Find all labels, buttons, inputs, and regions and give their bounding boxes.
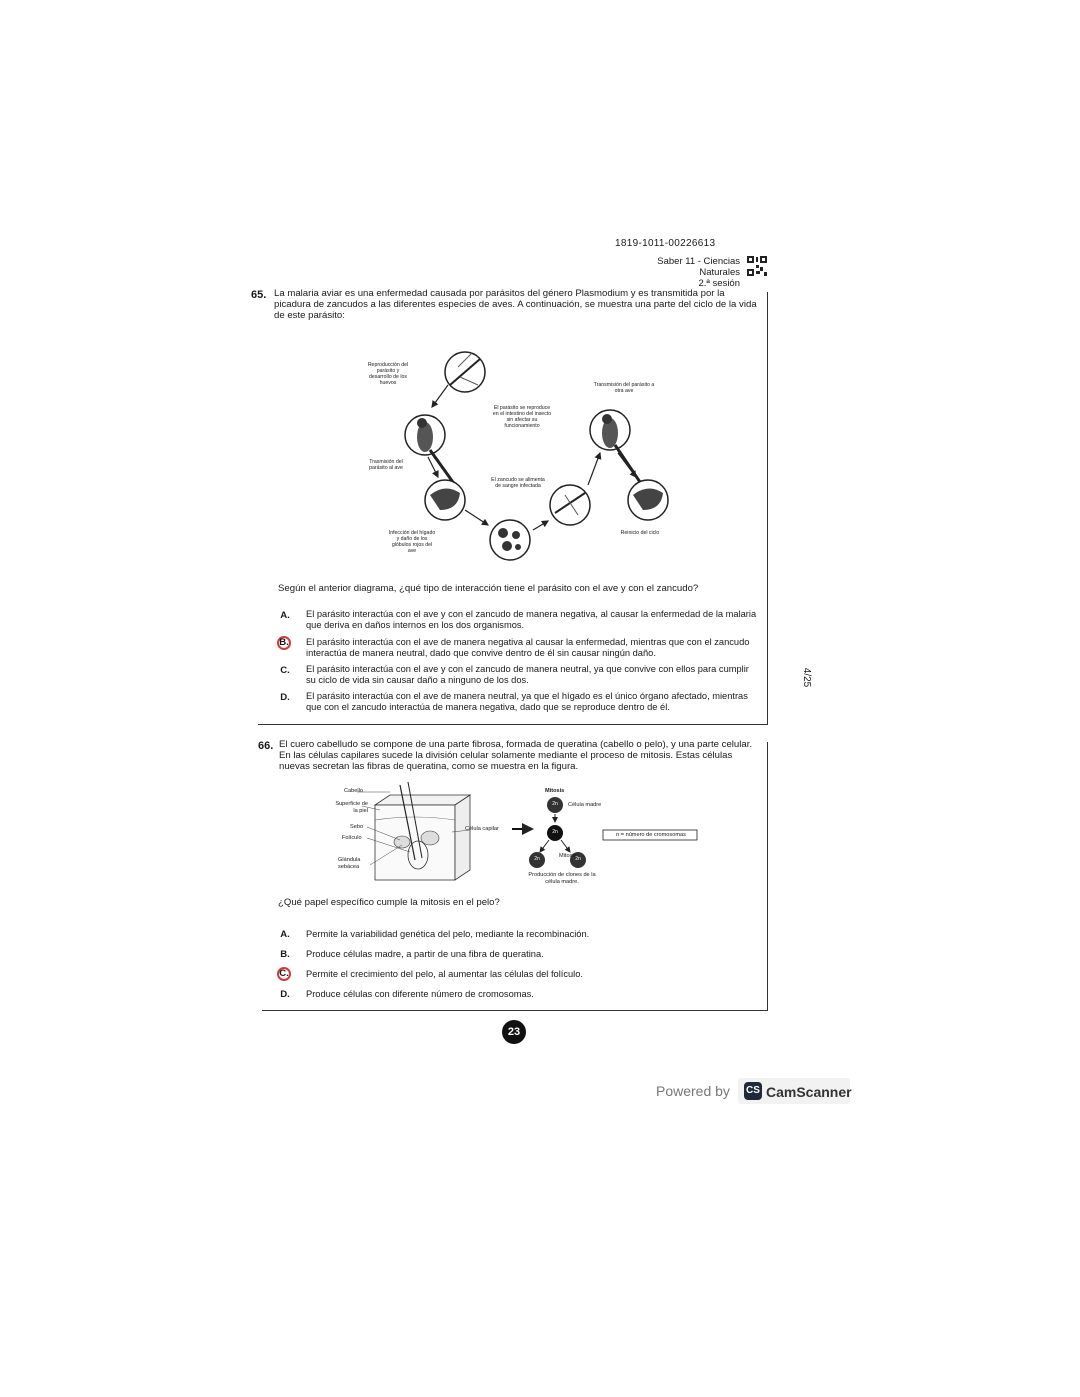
qr-code-icon bbox=[746, 255, 768, 277]
q66-option-a-letter[interactable]: A. bbox=[280, 929, 290, 940]
q65-option-b-letter[interactable]: B. bbox=[279, 637, 289, 648]
mosquito-top-icon bbox=[445, 352, 485, 392]
page-number-badge: 23 bbox=[502, 1020, 526, 1044]
liver-right-icon bbox=[628, 480, 668, 520]
label-reproduccion: Reproducción del parásito y desarrollo de los huevos bbox=[367, 362, 409, 386]
label-alimenta: El zancudo se alimenta de sangre infectada bbox=[491, 477, 545, 489]
q65-option-d-text[interactable]: El parásito interactúa con el ave de manera neutral, ya que el hígado es el único órgano afectado, mientras que con el zancudo interactúa de manera negativa, dado que se reproduce dentro de él. bbox=[306, 691, 748, 712]
document-code: 1819-1011-00226613 bbox=[615, 238, 716, 249]
label-celula-capilar: Célula capilar bbox=[465, 826, 499, 832]
cell-2n-label-right: 2n bbox=[575, 856, 581, 862]
camscanner-logo-icon: CS bbox=[744, 1082, 762, 1100]
liver-left-icon bbox=[425, 480, 465, 520]
q65-option-c-text[interactable]: El parásito interactúa con el ave y con el zancudo de manera neutral, ya que convive con ellos para cumplir su ciclo de vida sin causar daño a ninguno de los dos. bbox=[306, 664, 749, 685]
q65-border-right bbox=[767, 292, 768, 724]
skin-block-icon bbox=[375, 782, 470, 880]
label-cabello: Cabello bbox=[344, 788, 363, 794]
label-glandula: Glándula sebácea bbox=[338, 857, 361, 870]
blood-cells-icon bbox=[490, 520, 530, 560]
subject-title: Saber 11 - Ciencias Naturales bbox=[657, 256, 740, 278]
mosquito-bottom-icon bbox=[550, 485, 590, 525]
session-label: 2.ª sesión bbox=[698, 278, 740, 289]
side-page-label: 4/25 bbox=[801, 667, 813, 688]
label-superficie: Superficie de la piel bbox=[335, 801, 368, 814]
subject-header bbox=[618, 256, 740, 289]
cell-2n-label-mother: 2n bbox=[552, 801, 558, 807]
q66-option-b-letter[interactable]: B. bbox=[280, 949, 290, 960]
label-transmision-otra: Transmisión del parásito a otra ave bbox=[593, 382, 655, 394]
label-foliculo: Folículo bbox=[342, 835, 362, 841]
q65-question: Según el anterior diagrama, ¿qué tipo de interacción tiene el parásito con el ave y con el zancudo? bbox=[278, 583, 699, 594]
q65-stem: La malaria aviar es una enfermedad causada por parásitos del género Plasmodium y es transmitida por la picadura de zancudos a las diferentes especies de aves. A continuación, se muestra una parte del ciclo de la vida de este parásito: bbox=[274, 288, 757, 321]
parrot-left-icon bbox=[405, 415, 455, 485]
label-reinicio: Reinicio del ciclo bbox=[620, 530, 660, 536]
cell-2n-label-left: 2n bbox=[534, 856, 540, 862]
q65-option-a-letter[interactable]: A. bbox=[280, 610, 290, 621]
label-mitosis-mid: Mitosis bbox=[559, 853, 577, 859]
powered-by-text: Powered by bbox=[656, 1083, 730, 1099]
label-transmision-ave: Trasmisión del parásito al ave bbox=[369, 459, 403, 471]
label-sebo: Sebo bbox=[350, 824, 364, 830]
camscanner-brand: CamScanner bbox=[766, 1084, 852, 1100]
label-reproduce-intestino: El parásito se reproduce en el intestino del insecto sin afectar su funcionamiento bbox=[492, 405, 552, 429]
label-produccion: Producción de clones de la célula madre. bbox=[528, 872, 596, 885]
q65-option-d-letter[interactable]: D. bbox=[280, 692, 290, 703]
q66-option-b-text[interactable]: Produce células madre, a partir de una fibra de queratina. bbox=[306, 949, 544, 959]
q66-option-d-letter[interactable]: D. bbox=[280, 989, 290, 1000]
q66-border-right bbox=[767, 742, 768, 1010]
cell-2n-label-dividing: 2n bbox=[552, 829, 558, 835]
q66-number: 66. bbox=[258, 740, 274, 752]
label-celula-madre: Célula madre bbox=[568, 802, 602, 808]
q66-border-bottom bbox=[262, 1010, 768, 1011]
q65-option-c-letter[interactable]: C. bbox=[280, 665, 290, 676]
label-infeccion: Infección del hígado y daño de los glóbulos rojos del ave bbox=[388, 530, 436, 554]
q65-option-a-text[interactable]: El parásito interactúa con el ave y con el zancudo de manera negativa, al causar la enfermedad de la malaria que deriva en daños internos en los dos organismos. bbox=[306, 609, 757, 630]
q65-option-b-text[interactable]: El parásito interactúa con el ave de manera negativa al causar la enfermedad, mientras que con el zancudo interactúa de manera neutral, dado que convive dentro de él sin causar ningún daño. bbox=[306, 637, 750, 658]
q66-stem: El cuero cabelludo se compone de una parte fibrosa, formada de queratina (cabello o pelo), y una parte celular. En las células capilares sucede la división celular solamente mediante el proceso de mitosis. Estas células nuevas secretan las fibras de queratina, como se muestra en la figura. bbox=[279, 739, 753, 772]
q66-option-d-text[interactable]: Produce células con diferente número de cromosomas. bbox=[306, 989, 534, 999]
label-mitosis-top: Mitosis bbox=[545, 788, 565, 794]
q65-number: 65. bbox=[251, 289, 267, 301]
q66-option-c-text[interactable]: Permite el crecimiento del pelo, al aumentar las células del folículo. bbox=[306, 969, 583, 979]
q65-border-bottom bbox=[258, 724, 768, 725]
q66-option-a-text[interactable]: Permite la variabilidad genética del pelo, mediante la recombinación. bbox=[306, 929, 590, 939]
q66-option-c-letter[interactable]: C. bbox=[279, 968, 289, 979]
label-n-legend: n = número de cromosomas bbox=[616, 832, 686, 838]
q66-question: ¿Qué papel específico cumple la mitosis en el pelo? bbox=[278, 897, 500, 908]
